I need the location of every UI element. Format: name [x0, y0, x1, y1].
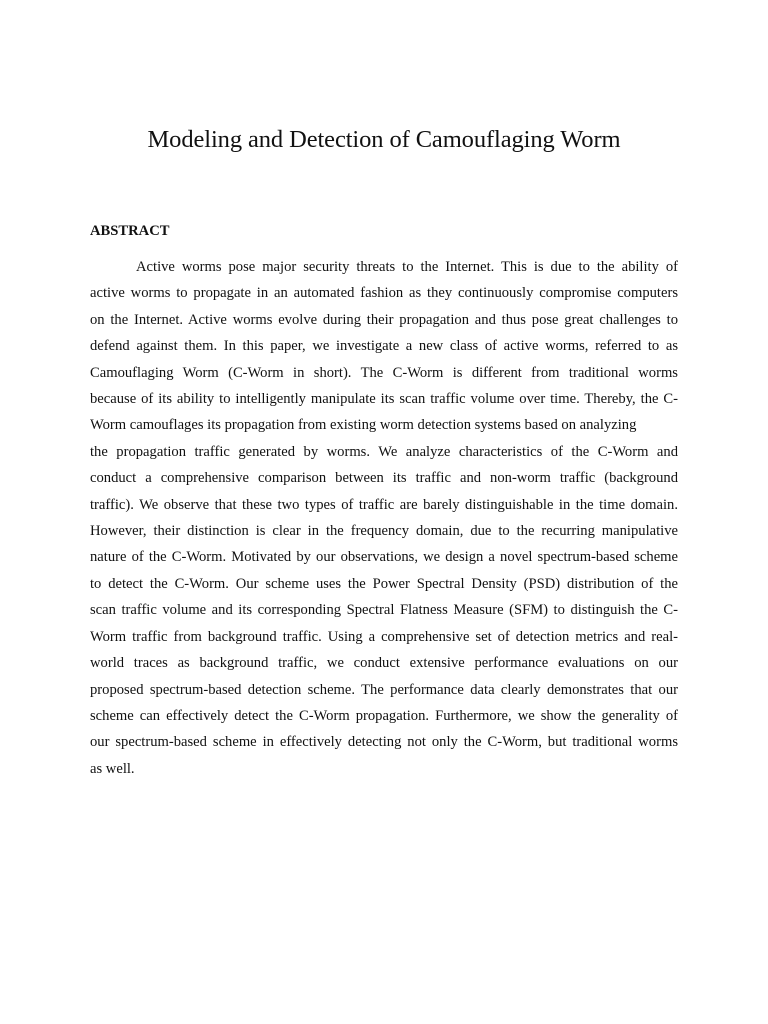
abstract-body: [90, 254, 678, 782]
abstract-heading: ABSTRACT: [90, 223, 170, 239]
document-title: Modeling and Detection of Camouflaging Worm: [147, 126, 621, 153]
abstract-line: scan traffic volume and its corresponding Spectral Flatness Measure (SFM) to distinguish the C-: [90, 602, 678, 619]
abstract-line: on the Internet. Active worms evolve during their propagation and thus pose great challenges to: [90, 311, 678, 328]
abstract-line: active worms to propagate in an automated fashion as they continuously compromise computers: [90, 285, 678, 302]
abstract-line: because of its ability to intelligently manipulate its scan traffic volume over time. Thereby, the C-: [90, 391, 678, 408]
abstract-line: as well.: [90, 760, 135, 777]
abstract-line: Active worms pose major security threats to the Internet. This is due to the ability of: [136, 259, 678, 275]
abstract-line: However, their distinction is clear in the frequency domain, due to the recurring manipulative: [90, 523, 678, 540]
abstract-line: scheme can effectively detect the C-Worm propagation. Furthermore, we show the generality of: [90, 707, 678, 724]
abstract-line: conduct a comprehensive comparison between its traffic and non-worm traffic (background: [90, 470, 678, 487]
abstract-line: to detect the C-Worm. Our scheme uses the Power Spectral Density (PSD) distribution of the: [90, 575, 678, 592]
abstract-line: defend against them. In this paper, we investigate a new class of active worms, referred to as: [90, 338, 678, 355]
abstract-line: traffic). We observe that these two types of traffic are barely distinguishable in the time domain.: [90, 496, 678, 513]
abstract-line: Worm camouflages its propagation from existing worm detection systems based on analyzing: [90, 417, 637, 434]
abstract-line: proposed spectrum-based detection scheme. The performance data clearly demonstrates that our: [90, 681, 678, 698]
abstract-line: our spectrum-based scheme in effectively detecting not only the C-Worm, but traditional worms: [90, 734, 678, 751]
abstract-line: world traces as background traffic, we conduct extensive performance evaluations on our: [90, 655, 678, 672]
abstract-line: the propagation traffic generated by worms. We analyze characteristics of the C-Worm and: [90, 443, 678, 460]
abstract-line: nature of the C-Worm. Motivated by our observations, we design a novel spectrum-based scheme: [90, 549, 678, 566]
abstract-line: Camouflaging Worm (C-Worm in short). The C-Worm is different from traditional worms: [90, 364, 678, 381]
abstract-line: Worm traffic from background traffic. Using a comprehensive set of detection metrics and real-: [90, 628, 678, 645]
